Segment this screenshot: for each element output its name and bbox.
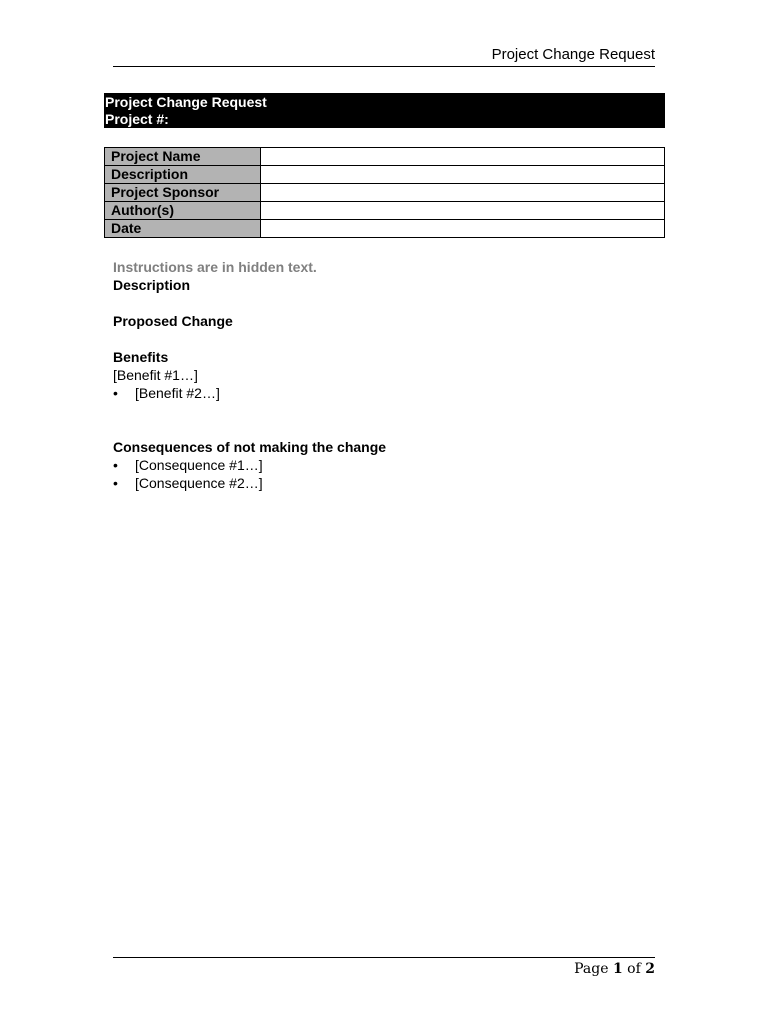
table-row [105, 148, 665, 166]
spacer [113, 294, 655, 312]
list-item [113, 474, 655, 492]
page-number-footer [574, 960, 655, 978]
table-row [105, 220, 665, 238]
authors-label: Author(s) [105, 202, 261, 220]
project-number-label: Project #: [105, 111, 169, 127]
date-label: Date [105, 220, 261, 238]
bullet-icon: • [113, 475, 118, 491]
list-item [113, 456, 655, 474]
project-info-table [104, 147, 665, 238]
running-header-title: Project Change Request [491, 46, 655, 63]
header-rule [113, 66, 655, 67]
total-pages-number: 2 [645, 961, 655, 977]
current-page-number: 1 [612, 961, 623, 977]
authors-value[interactable] [261, 202, 665, 220]
benefit-item-1: [Benefit #1…] [113, 367, 198, 383]
table-row [105, 184, 665, 202]
description-heading: Description [113, 277, 191, 293]
table-row [105, 202, 665, 220]
table-row [105, 166, 665, 184]
benefit-item-2: [Benefit #2…] [135, 385, 220, 401]
consequence-item-1: [Consequence #1…] [135, 457, 263, 473]
bullet-icon: • [113, 457, 118, 473]
project-name-value[interactable] [261, 148, 665, 166]
of-word: of [627, 961, 641, 977]
spacer [113, 330, 655, 348]
title-block [104, 93, 665, 128]
benefits-heading: Benefits [113, 349, 169, 365]
spacer [113, 420, 655, 438]
bullet-icon: • [113, 385, 118, 401]
date-value[interactable] [261, 220, 665, 238]
page-word: Page [574, 961, 609, 977]
document-title: Project Change Request [105, 94, 267, 110]
consequences-heading: Consequences of not making the change [113, 439, 387, 455]
description-value[interactable] [261, 166, 665, 184]
footer-rule [113, 957, 655, 958]
document-body [113, 258, 655, 492]
proposed-change-heading: Proposed Change [113, 313, 233, 329]
consequence-item-2: [Consequence #2…] [135, 475, 263, 491]
project-name-label: Project Name [105, 148, 261, 166]
hidden-text-note: Instructions are in hidden text. [113, 259, 317, 275]
project-sponsor-label: Project Sponsor [105, 184, 261, 202]
spacer [113, 402, 655, 420]
description-label: Description [105, 166, 261, 184]
list-item [113, 384, 655, 402]
project-sponsor-value[interactable] [261, 184, 665, 202]
